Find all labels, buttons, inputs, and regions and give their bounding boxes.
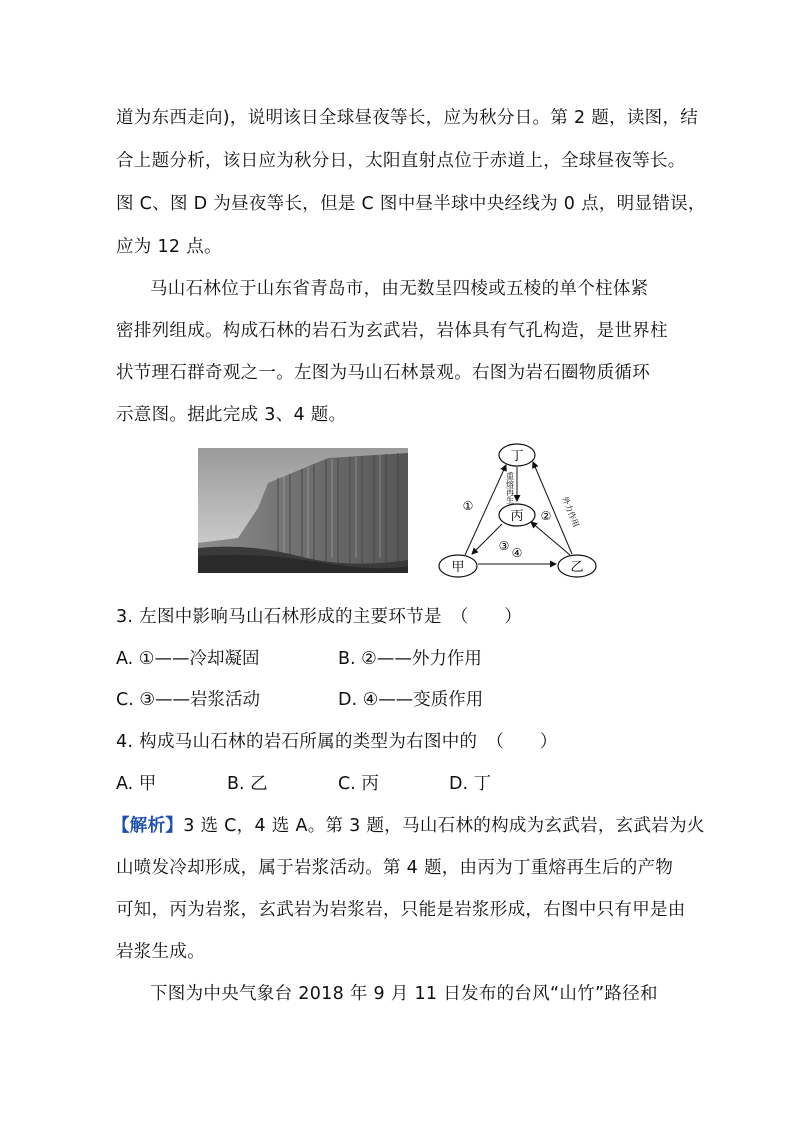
text-line: 状节理石群奇观之一。左图为马山石林景观。右图为岩石圈物质循环 [116, 363, 650, 383]
analysis-line [112, 815, 705, 837]
label-1: ① [462, 499, 474, 513]
question-4-option-d: D. 丁 [449, 774, 492, 794]
paragraph-3: 下图为中央气象台 2018 年 9 月 11 日发布的台风“山竹”路径和 [150, 984, 658, 1004]
question-3-stem: 3. 左图中影响马山石林形成的主要环节是 （ ） [116, 607, 523, 627]
label-external: 外力作用 [560, 495, 581, 529]
text-line: 图 C、图 D 为昼夜等长，但是 C 图中昼半球中央经线为 0 点，明显错误， [116, 194, 706, 214]
question-3-option-c: C. ③——岩浆活动 [116, 690, 261, 710]
text-line: 密排列组成。构成石林的岩石为玄武岩，岩体具有气孔构造，是世界柱 [116, 321, 668, 341]
stone-forest-photo [198, 448, 408, 573]
label-4: ④ [511, 546, 523, 560]
question-3-option-a: A. ①——冷却凝固 [116, 649, 260, 669]
question-4-option-a: A. 甲 [116, 774, 157, 794]
text-line: 示意图。据此完成 3、4 题。 [116, 405, 347, 425]
label-2: ② [540, 509, 552, 523]
label-yi: 乙 [570, 560, 584, 575]
label-bing: 丙 [510, 509, 524, 524]
text-line: 道为东西走向)，说明该日全球昼夜等长，应为秋分日。第 2 题，读图，结 [116, 108, 699, 128]
analysis-line: 可知，丙为岩浆，玄武岩为岩浆岩，只能是岩浆形成，右图中只有甲是由 [116, 900, 686, 920]
analysis-text: 3 选 C，4 选 A。第 3 题，马山石林的构成为玄武岩，玄武岩为火 [183, 816, 705, 836]
analysis-line: 山喷发冷却形成，属于岩浆活动。第 4 题，由丙为丁重熔再生后的产物 [116, 858, 674, 878]
question-3-option-d: D. ④——变质作用 [338, 690, 484, 710]
question-4-option-b: B. 乙 [227, 774, 268, 794]
text-line: 应为 12 点。 [116, 237, 222, 257]
question-4-option-c: C. 丙 [338, 774, 379, 794]
label-3: ③ [498, 539, 510, 553]
question-3-option-b: B. ②——外力作用 [338, 649, 482, 669]
analysis-tag: 【解析】 [112, 816, 184, 836]
label-jia: 甲 [451, 560, 465, 575]
question-4-stem: 4. 构成马山石林的岩石所属的类型为右图中的 （ ） [116, 732, 558, 752]
rock-cycle-diagram [432, 440, 602, 580]
text-line: 马山石林位于山东省青岛市，由无数呈四棱或五棱的单个柱体紧 [150, 279, 649, 299]
analysis-line: 岩浆生成。 [116, 942, 205, 962]
text-line: 合上题分析，该日应为秋分日，太阳直射点位于赤道上，全球昼夜等长。 [116, 151, 686, 171]
label-remelt: 重熔再生 [505, 472, 515, 504]
label-ding: 丁 [510, 449, 524, 464]
